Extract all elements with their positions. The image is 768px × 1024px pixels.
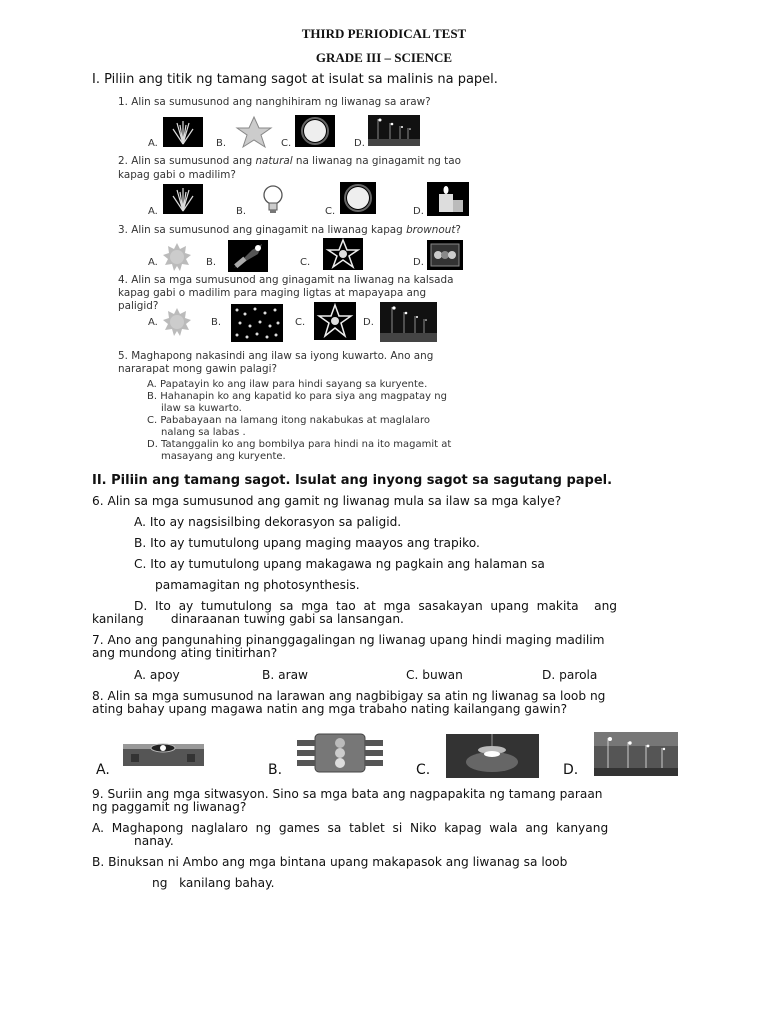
q5-option-b-cont: ilaw sa kuwarto. [161,403,242,414]
q6-question: 6. Alin sa mga sumusunod ang gamit ng liwanag mula sa ilaw sa mga kalye? [92,494,562,508]
street-lights-icon [380,302,437,342]
q6-choice-d-cont: kanilang dinaraanan tuwing gabi sa lansangan. [92,612,404,626]
candle-icon [427,182,469,216]
q2-question-line2: kapag gabi o madilim? [118,169,236,181]
q5-option-c: C. Pababayaan na lamang itong nakabukas at maglalaro [147,415,430,426]
q9-choice-b-cont: ng kanilang bahay. [152,876,275,890]
star-lantern-icon [323,238,363,270]
q8-choice-a: A. [96,762,110,778]
q8-choice-c: C. [416,762,431,778]
street-lights-icon [368,115,420,146]
q7-choice-c: C. buwan [406,668,463,682]
test-subtitle: GRADE III – SCIENCE [315,50,453,65]
part1-instruction: I. Piliin ang titik ng tamang sagot at isulat sa malinis na papel. [92,72,498,87]
star-lantern-icon [314,302,356,340]
q8-choice-b: B. [268,762,283,778]
q4-line3: paligid? [118,300,159,312]
q6-choice-b: B. Ito ay tumutulong upang maging maayos ang trapiko. [134,536,480,550]
q1-choice-a: A. [148,138,158,149]
q4-choice-a: A. [148,317,158,328]
fire-icon [163,184,203,214]
q4-line2: kapag gabi o madilim para maging ligtas at mapayapa ang [118,287,427,299]
q2-choice-d: D. [413,206,424,217]
gas-stove-icon [121,736,206,769]
q9-choice-a-cont: nanay. [134,834,174,848]
q2-question: 2. Alin sa sumusunod ang natural na liwanag na ginagamit ng tao [118,155,461,167]
flashlight-icon [228,240,268,272]
q1-choice-d: D. [354,138,365,149]
ceiling-lamp-icon [446,734,539,778]
q1-question: 1. Alin sa sumusunod ang nanghihiram ng liwanag sa araw? [118,96,431,108]
q2-choice-b: B. [236,206,247,217]
q4-choice-c: C. [295,317,306,328]
sun-icon [162,242,192,272]
q2-choice-c: C. [325,206,336,217]
q7-line2: ang mundong ating tinitirhan? [92,646,278,660]
q3-choice-d: D. [413,257,424,268]
q6-choice-d: D. Ito ay tumutulong sa mga tao at mga sasakayan upang makita ang [134,599,618,613]
q4-line1: 4. Alin sa mga sumusunod ang ginagamit na liwanag na kalsada [118,274,454,286]
q6-choice-c: C. Ito ay tumutulong upang makagawa ng pagkain ang halaman sa [134,557,545,571]
q1-choice-b: B. [216,138,227,149]
q9-choice-b: B. Binuksan ni Ambo ang mga bintana upang makapasok ang liwanag sa loob [92,855,568,869]
test-title: THIRD PERIODICAL TEST [301,26,467,41]
q3-choice-c: C. [300,257,311,268]
q6-choice-a: A. Ito ay nagsisilbing dekorasyon sa paligid. [134,515,402,529]
street-lights-icon [594,732,678,776]
q4-choice-d: D. [363,317,374,328]
string-lights-icon [231,304,283,342]
q7-choice-d: D. parola [542,668,598,682]
q8-line2: ating bahay upang magawa natin ang mga trabaho nating kailangang gawin? [92,702,568,716]
q4-choice-b: B. [211,317,222,328]
fire-icon [163,117,203,147]
q7-choice-b: B. araw [262,668,309,682]
q5-option-d-cont: masayang ang kuryente. [161,451,286,462]
q8-choice-d: D. [563,762,579,778]
part2-instruction: II. Piliin ang tamang sagot. Isulat ang inyong sagot sa sagutang papel. [92,473,613,488]
q9-line1: 9. Suriin ang mga sitwasyon. Sino sa mga bata ang nagpapakita ng tamang paraan [92,787,603,801]
q2-choice-a: A. [148,206,158,217]
q1-choice-c: C. [281,138,292,149]
star-icon [234,115,274,149]
moon-icon [340,182,376,214]
q7-choice-a: A. apoy [134,668,180,682]
q3-choice-b: B. [206,257,217,268]
sun-icon [162,307,192,337]
q3-question: 3. Alin sa sumusunod ang ginagamit na liwanag kapag brownout? [118,224,461,236]
q5-option-c-cont: nalang sa labas . [161,427,246,438]
traffic-light-icon [295,732,385,774]
light-bulb-icon [256,182,290,216]
q5-option-a: A. Papatayin ko ang ilaw para hindi sayang sa kuryente. [147,379,428,390]
moon-icon [295,115,335,147]
traffic-light-icon [427,240,463,270]
q5-option-b: B. Hahanapin ko ang kapatid ko para siya ang magpatay ng [147,391,447,402]
q8-line1: 8. Alin sa mga sumusunod na larawan ang nagbibigay sa atin ng liwanag sa loob ng [92,689,606,703]
q5-line1: 5. Maghapong nakasindi ang ilaw sa iyong kuwarto. Ano ang [118,350,434,362]
q7-line1: 7. Ano ang pangunahing pinanggagalingan ng liwanag upang hindi maging madilim [92,633,605,647]
q3-choice-a: A. [148,257,158,268]
q6-choice-c-cont: pamamagitan ng photosynthesis. [155,578,360,592]
q9-line2: ng paggamit ng liwanag? [92,800,247,814]
q9-choice-a: A. Maghapong naglalaro ng games sa tablet si Niko kapag wala ang kanyang [92,821,609,835]
q5-line2: nararapat mong gawin palagi? [118,363,277,375]
q5-option-d: D. Tatanggalin ko ang bombilya para hindi na ito magamit at [147,439,452,450]
